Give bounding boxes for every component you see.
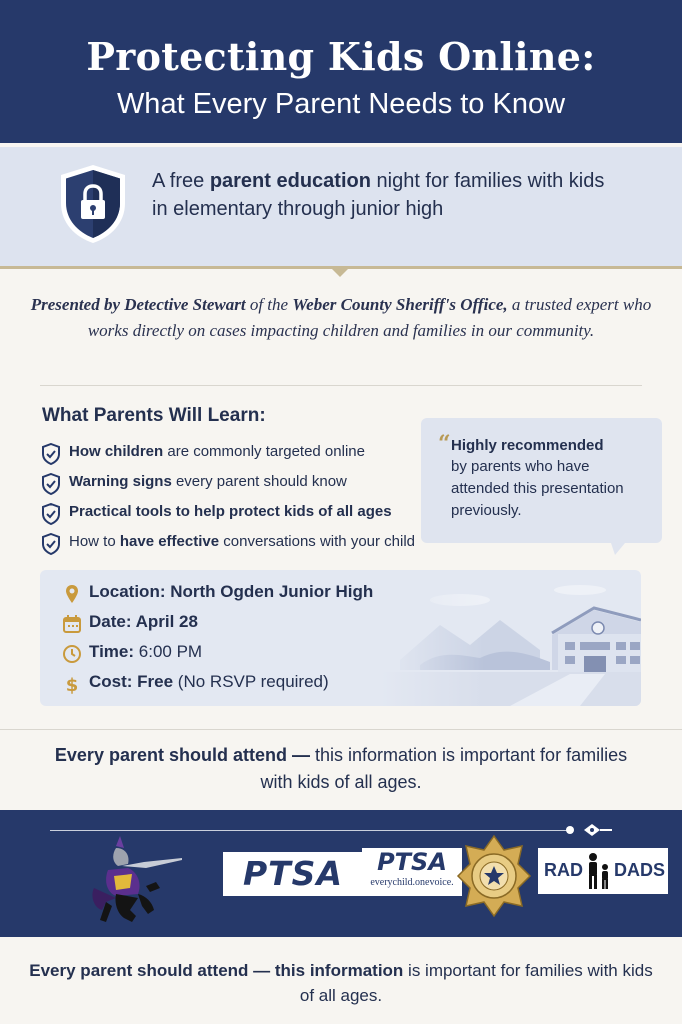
time-text: Time: 6:00 PM	[89, 642, 203, 661]
learn-list	[40, 438, 460, 558]
location-pin-icon	[62, 584, 82, 604]
svg-text:$: $	[65, 675, 79, 694]
attend-message-footer: Every parent should attend — this information is important for families with kids of all ages.	[29, 961, 653, 1005]
ptsa-tagline-logo: PTSA everychild.onevoice.	[362, 848, 462, 896]
bubble-tail	[611, 543, 625, 555]
shield-check-icon	[41, 533, 61, 555]
intro-band	[0, 147, 682, 269]
clock-icon	[62, 644, 82, 664]
cost-text: Cost: Free (No RSVP required)	[89, 672, 329, 691]
divider	[0, 729, 682, 730]
intro-text: A free parent education night for families with kids in elementary through junior high	[152, 170, 605, 220]
testimonial-body: by parents who have attended this presentation previously.	[451, 458, 624, 519]
sheriff-badge-logo	[456, 834, 532, 918]
testimonial-bubble	[421, 418, 662, 543]
header-banner	[0, 0, 682, 143]
list-item: How to have effective conversations with your child	[40, 528, 460, 558]
quote-mark-icon: “	[438, 431, 451, 457]
list-item: How children are commonly targeted online	[40, 438, 460, 468]
page-subtitle: What Every Parent Needs to Know	[116, 88, 566, 120]
list-item: Warning signs every parent should know	[40, 468, 460, 498]
testimonial-heading: Highly recommended	[451, 437, 604, 454]
calendar-icon	[62, 614, 82, 634]
shield-check-icon	[41, 443, 61, 465]
notch-decoration	[331, 268, 349, 277]
learn-heading: What Parents Will Learn:	[42, 405, 266, 426]
list-item: Practical tools to help protect kids of all ages	[40, 498, 460, 528]
ornament-icon	[562, 822, 614, 838]
divider	[40, 385, 642, 386]
rad-dads-logo: RAD DADS	[538, 848, 668, 894]
father-child-icon	[584, 852, 612, 890]
event-details	[40, 570, 641, 706]
attend-message: Every parent should attend — this information is important for families with kids of all ages.	[54, 745, 628, 792]
sponsor-strip	[0, 810, 682, 937]
date-text: Date: April 28	[89, 612, 198, 631]
school-building-illustration	[380, 570, 641, 706]
shield-check-icon	[41, 473, 61, 495]
shield-check-icon	[41, 503, 61, 525]
shield-lock-icon	[58, 163, 128, 245]
page-title: Protecting Kids Online:	[86, 34, 596, 79]
knight-mascot-logo	[86, 836, 184, 926]
divider	[50, 830, 570, 831]
location-text: Location: North Ogden Junior High	[89, 582, 374, 601]
ptsa-logo: PTSA	[223, 852, 363, 896]
presenter-text: Presented by Detective Stewart of the Weber County Sheriff's Office, a trusted expert who works directly on cases impacting children and families in our community.	[30, 295, 652, 340]
dollar-icon	[62, 674, 82, 694]
